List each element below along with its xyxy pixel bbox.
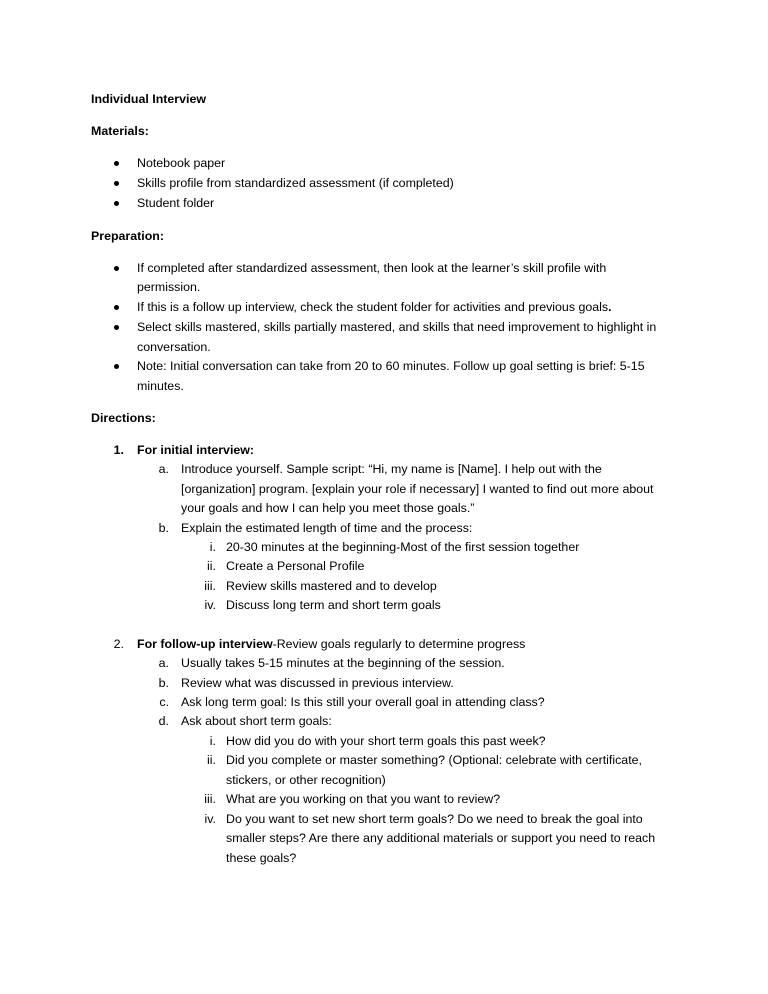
subitem-text: Did you complete or master something? (Optional: celebrate with certificate, — [226, 753, 642, 767]
subitem-marker: iii. — [204, 579, 216, 593]
subitem-text: What are you working on that you want to review? — [226, 792, 501, 806]
bullet-icon — [114, 201, 119, 206]
item-text: Ask about short term goals: — [181, 714, 332, 728]
preparation-item-line: If completed after standardized assessment, then look at the learner’s skill profile with — [137, 261, 607, 275]
preparation-item-line: permission. — [137, 280, 201, 294]
preparation-item-text: If this is a follow up interview, check the student folder for activities and previous goals — [137, 300, 609, 314]
section-number: 2. — [113, 637, 124, 651]
preparation-item-line — [137, 299, 612, 315]
section-title-line — [137, 636, 525, 652]
bullet-icon — [114, 161, 119, 166]
subitem-text: Do you want to set new short term goals? Do we need to break the goal into — [226, 812, 643, 826]
preparation-heading: Preparation: — [91, 229, 164, 243]
subitem-marker: iv. — [204, 812, 216, 826]
subitem-marker: iv. — [204, 598, 216, 612]
section-title: For initial interview: — [137, 443, 255, 457]
bullet-icon — [114, 305, 119, 310]
subitem-text: stickers, or other recognition) — [226, 773, 386, 787]
materials-item: Student folder — [137, 196, 215, 210]
bullet-icon — [114, 181, 119, 186]
subitem-text: Discuss long term and short term goals — [226, 598, 441, 612]
item-text: Ask long term goal: Is this still your overall goal in attending class? — [181, 695, 545, 709]
document-title: Individual Interview — [91, 92, 206, 106]
item-text: Review what was discussed in previous interview. — [181, 676, 454, 690]
item-marker: b. — [158, 676, 169, 690]
subitem-text: How did you do with your short term goals this past week? — [226, 734, 546, 748]
section-number: 1. — [113, 443, 124, 457]
item-marker: d. — [158, 714, 169, 728]
subitem-text: smaller steps? Are there any additional materials or support you need to reach — [226, 831, 656, 845]
item-text: Introduce yourself. Sample script: “Hi, my name is [Name]. I help out with the — [181, 462, 602, 476]
preparation-item-punct: . — [608, 300, 612, 314]
subitem-marker: iii. — [204, 792, 216, 806]
section-title: For follow-up interview — [137, 637, 273, 651]
bullet-icon — [114, 325, 119, 330]
subitem-marker: ii. — [207, 559, 216, 573]
subitem-text: these goals? — [226, 851, 297, 865]
item-marker: c. — [159, 695, 169, 709]
item-marker: a. — [158, 462, 169, 476]
bullet-icon — [114, 266, 119, 271]
subitem-marker: i. — [209, 734, 216, 748]
item-text: [organization] program. [explain your role if necessary] I wanted to find out more about — [181, 482, 654, 496]
item-marker: a. — [158, 656, 169, 670]
bullet-icon — [114, 364, 119, 369]
subitem-text: Create a Personal Profile — [226, 559, 365, 573]
subitem-marker: ii. — [207, 753, 216, 767]
preparation-item-line: Select skills mastered, skills partially mastered, and skills that need improvement to highlight in — [137, 320, 657, 334]
item-marker: b. — [158, 521, 169, 535]
subitem-text: 20-30 minutes at the beginning-Most of the first session together — [226, 540, 580, 554]
preparation-item-line: Note: Initial conversation can take from 20 to 60 minutes. Follow up goal setting is brief: 5-15 — [137, 359, 645, 373]
item-text: your goals and how I can help you meet those goals.” — [181, 501, 475, 515]
subitem-marker: i. — [209, 540, 216, 554]
materials-item: Notebook paper — [137, 156, 226, 170]
materials-heading: Materials: — [91, 124, 149, 138]
preparation-item-line: minutes. — [137, 379, 184, 393]
directions-heading: Directions: — [91, 411, 156, 425]
item-text: Explain the estimated length of time and the process: — [181, 521, 473, 535]
section-title-rest: -Review goals regularly to determine progress — [272, 637, 526, 651]
preparation-item-line: conversation. — [137, 340, 211, 354]
materials-item: Skills profile from standardized assessment (if completed) — [137, 176, 454, 190]
subitem-text: Review skills mastered and to develop — [226, 579, 437, 593]
item-text: Usually takes 5-15 minutes at the beginning of the session. — [181, 656, 505, 670]
